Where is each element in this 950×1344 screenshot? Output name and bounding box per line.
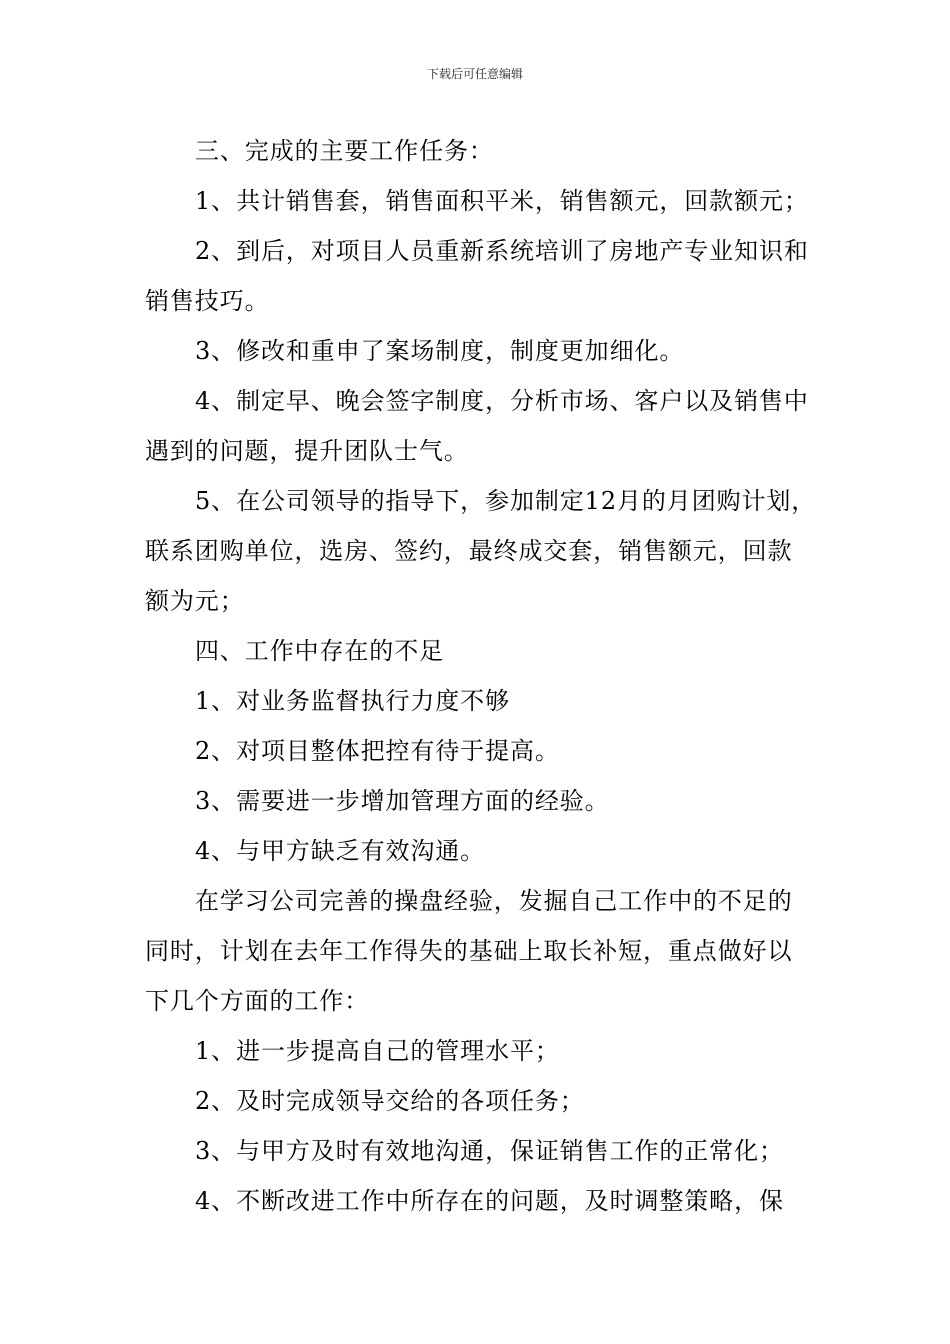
body-paragraph: 在学习公司完善的操盘经验，发掘自己工作中的不足的同时，计划在去年工作得失的基础上取长补短，重点做好以下几个方面的工作：	[145, 887, 793, 1015]
section-heading-completed-tasks: 三、完成的主要工作任务：	[195, 137, 494, 165]
list-item: 1、进一步提高自己的管理水平；	[195, 1037, 560, 1065]
list-item: 1、对业务监督执行力度不够	[195, 687, 510, 715]
list-item: 3、需要进一步增加管理方面的经验。	[195, 787, 610, 815]
list-item: 1、共计销售套，销售面积平米，销售额元，回款额元；	[195, 187, 809, 215]
document-body	[145, 126, 817, 1226]
list-item: 3、与甲方及时有效地沟通，保证销售工作的正常化；	[195, 1137, 784, 1165]
list-item: 5、在公司领导的指导下，参加制定12月的月团购计划，联系团购单位，选房、签约，最终成交套，销售额元，回款额为元；	[145, 487, 817, 615]
list-item: 2、对项目整体把控有待于提高。	[195, 737, 560, 765]
list-item: 2、到后，对项目人员重新系统培训了房地产专业知识和销售技巧。	[145, 237, 809, 315]
section-heading-shortcomings: 四、工作中存在的不足	[195, 637, 444, 665]
page-header: 下载后可任意编辑	[426, 67, 523, 81]
list-item: 3、修改和重申了案场制度，制度更加细化。	[195, 337, 685, 365]
list-item: 4、与甲方缺乏有效沟通。	[195, 837, 486, 865]
list-item: 4、不断改进工作中所存在的问题，及时调整策略，保	[195, 1187, 784, 1215]
list-item: 4、制定早、晚会签字制度，分析市场、客户以及销售中遇到的问题，提升团队士气。	[145, 387, 809, 465]
list-item: 2、及时完成领导交给的各项任务；	[195, 1087, 585, 1115]
